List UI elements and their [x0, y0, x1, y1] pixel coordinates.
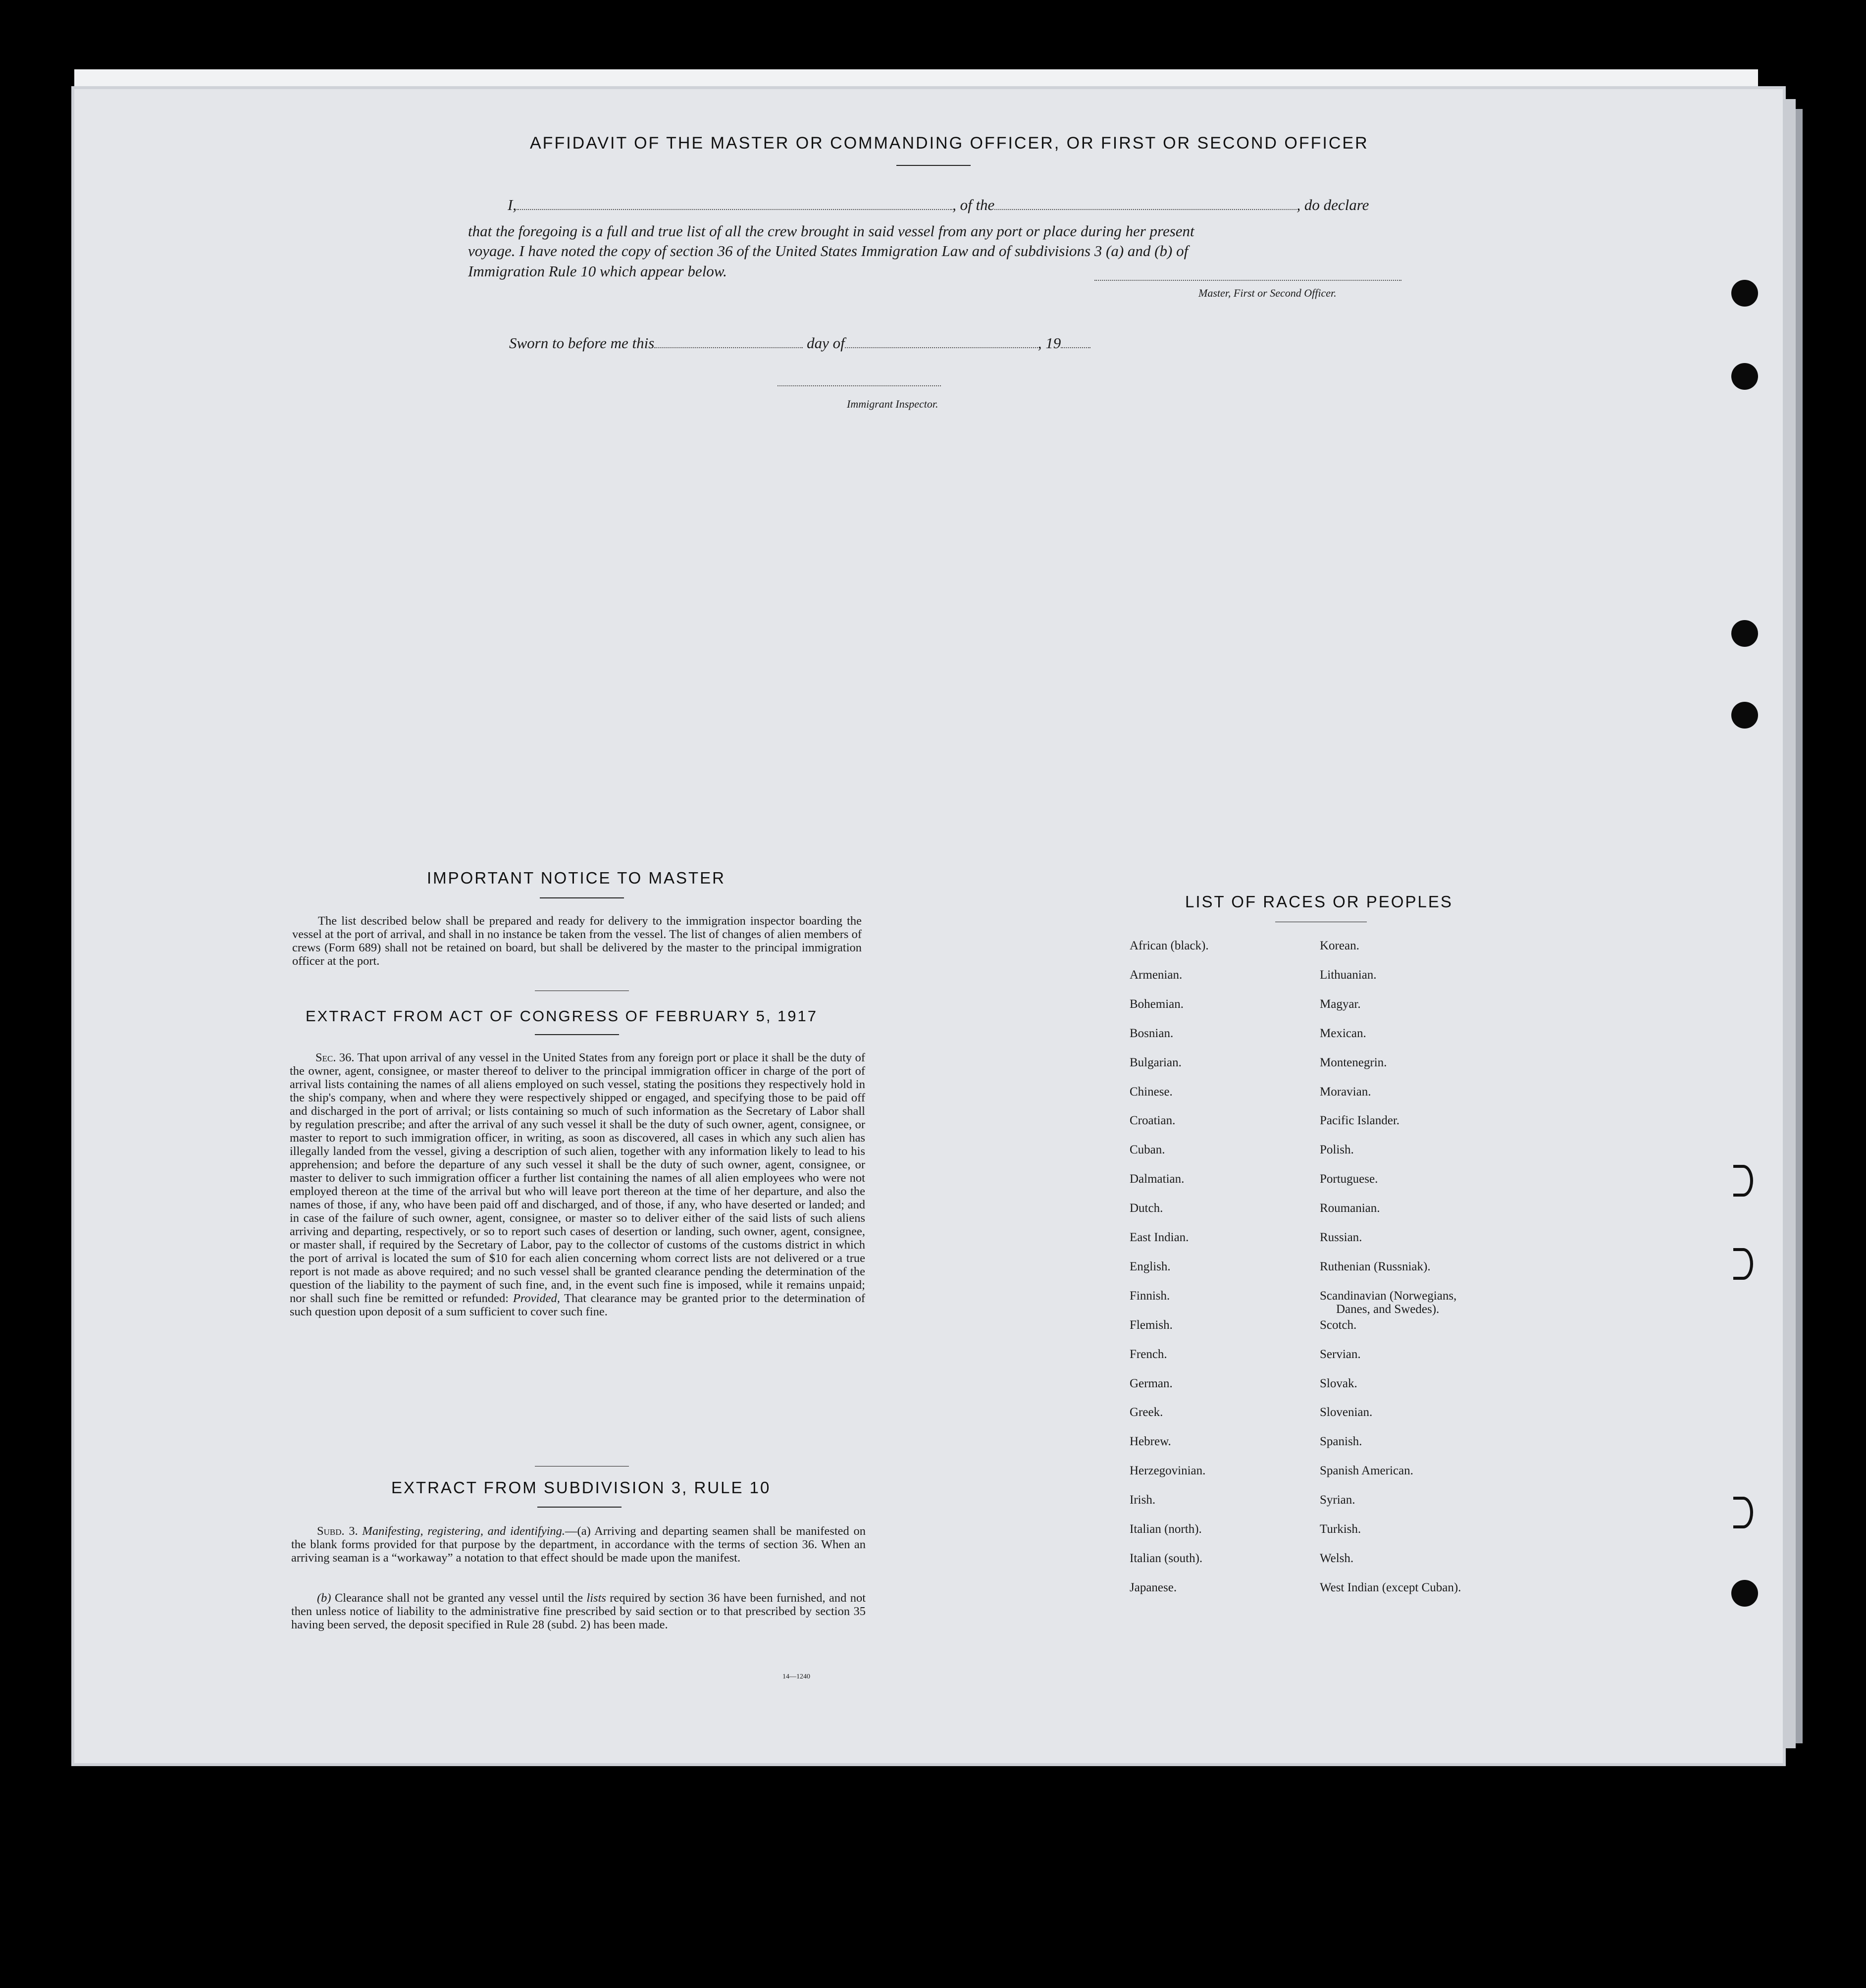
race-item: Russian. [1320, 1231, 1362, 1244]
race-item: Roumanian. [1320, 1202, 1380, 1215]
binder-hole [1731, 363, 1758, 390]
race-item: Turkish. [1320, 1522, 1361, 1536]
binder-hole [1731, 702, 1758, 729]
race-item: Irish. [1130, 1493, 1156, 1507]
binder-hole [1731, 280, 1758, 307]
rule-para-a [291, 1524, 866, 1565]
rule-subd-title: Manifesting, registering, and identifying. [362, 1524, 566, 1538]
race-item: Mexican. [1320, 1026, 1366, 1040]
race-item: Dalmatian. [1130, 1172, 1185, 1186]
rule-subd-label: Subd. 3. [317, 1524, 358, 1538]
affidavit-line2: that the foregoing is a full and true list of all the crew brought in said vessel from any port or place during her present [468, 222, 1194, 240]
affidavit-of-the: , of the [952, 196, 995, 213]
race-item: Syrian. [1320, 1493, 1355, 1507]
sworn-line [509, 334, 1090, 352]
race-item: Portuguese. [1320, 1172, 1378, 1186]
race-item: Chinese. [1130, 1085, 1173, 1099]
rule-para-b-text1: Clearance shall not be granted any vessel until the [334, 1591, 583, 1605]
notice-heading-rule [540, 897, 624, 898]
rule-heading-rule [537, 1507, 622, 1508]
affidavit-i: I, [508, 196, 517, 213]
binder-ring [1733, 1497, 1753, 1528]
rule-para-a-text: —(a) Arriving and departing seamen shall be manifested on the blank forms provided for that purpose by the department, in accordance with the terms of section 36. When an arriving seaman is a “workaway” a notation to that effect should be made upon the manifest. [291, 1524, 866, 1565]
race-item: Japanese. [1130, 1580, 1177, 1594]
race-item: Hebrew. [1130, 1435, 1171, 1449]
race-item: Korean. [1320, 939, 1359, 952]
year-blank [1061, 347, 1090, 348]
race-item: Servian. [1320, 1347, 1361, 1361]
race-item: African (black). [1130, 939, 1209, 952]
act-heading: EXTRACT FROM ACT OF CONGRESS OF FEBRUARY 5, 1917 [306, 1007, 818, 1025]
inspector-signature-line [778, 385, 941, 386]
race-item: French. [1130, 1347, 1167, 1361]
name-blank [517, 209, 952, 210]
affidavit-line3: voyage. I have noted the copy of section 36 of the United States Immigration Law and of subdivisions 3 (a) and (b) of [468, 242, 1189, 260]
race-item: East Indian. [1130, 1231, 1189, 1244]
act-text [290, 1051, 865, 1318]
rule-para-b-lists: lists [586, 1591, 606, 1605]
race-item: Dutch. [1130, 1202, 1163, 1215]
act-section-label: Sec. 36. [315, 1051, 355, 1064]
race-item: Welsh. [1320, 1551, 1354, 1565]
race-item: German. [1130, 1376, 1173, 1390]
affidavit-line1 [508, 196, 1414, 214]
year-text: , 19 [1037, 334, 1061, 352]
race-item: Ruthenian (Russniak). [1320, 1259, 1431, 1273]
race-item: Greek. [1130, 1406, 1163, 1419]
race-item: English. [1130, 1259, 1171, 1273]
affidavit-heading-rule [896, 165, 971, 166]
race-item: Spanish American. [1320, 1464, 1413, 1478]
race-item: Italian (north). [1130, 1522, 1202, 1536]
race-item: Flemish. [1130, 1318, 1173, 1332]
affidavit-line4: Immigration Rule 10 which appear below. [468, 262, 727, 280]
race-item: Moravian. [1320, 1085, 1371, 1099]
races-heading: LIST OF RACES OR PEOPLES [1185, 892, 1453, 911]
binder-ring [1733, 1248, 1753, 1280]
binder-hole [1731, 620, 1758, 647]
race-item: Magyar. [1320, 997, 1361, 1011]
rule-para-b-text2: required by section 36 have been furnished, and not then unless notice of liability to the administrative fine prescribed by said section or to that prescribed by section 35 having been served, the deposit specified in Rule 28 (subd. 2) has been made. [291, 1591, 866, 1631]
act-body: That upon arrival of any vessel in the United States from any foreign port or place it shall be the duty of the owner, agent, consignee, or master thereof to deliver to the principal immigration officer in charge of the port of arrival lists containing the names of all aliens employed on such vessel, stating the positions they respectively hold in the ship's company, when and where they were respectively shipped or engaged, and specifying those to be paid off and discharged in the port of arrival; or lists containing so much of such information as the Secretary of Labor shall by regulation prescribe; and after the arrival of any such vessel it shall be the duty of such owner, agent, consignee, or master to report to such immigration officer, in writing, as soon as discovered, all cases in which any such alien has illegally landed from the vessel, giving a description of such alien, together with any information likely to lead to his apprehension; and before the departure of any such vessel it shall be the duty of such owner, agent, consignee, or master to deliver to such immigration officer a further list containing the names of all alien employees who were not employed thereon at the time of the arrival but who will leave port thereon at the time of her departure, and also the names of those, if any, who have been paid off and discharged, and of those, if any, who have deserted or landed; and in case of the failure of such owner, agent, consignee, or master so to deliver either of the said lists of such aliens arriving and departing, respectively, or so to report such cases of desertion or landing, such owner, agent, consignee, or master shall, if required by the Secretary of Labor, pay to the collector of customs of the customs district in which the port of arrival is located the sum of $10 for each alien concerning whom correct lists are not delivered or a true report is not made as above required; and no such vessel shall be granted clearance pending the determination of the question of the liability to the payment of such fine, and, in the event such fine is imposed, while it remains unpaid; nor shall such fine be remitted or refunded: [290, 1051, 865, 1305]
binder-ring [1733, 1165, 1753, 1197]
rule-para-b-label: (b) [317, 1591, 331, 1605]
binder-hole [1731, 1580, 1758, 1607]
race-item: Scandinavian (Norwegians, [1320, 1289, 1457, 1303]
race-item: Bosnian. [1130, 1026, 1174, 1040]
form-number: 14—1240 [782, 1673, 810, 1680]
month-blank [845, 347, 1038, 348]
race-item: Finnish. [1130, 1289, 1170, 1303]
race-item: Slovenian. [1320, 1406, 1373, 1419]
act-provided: Provided, [513, 1292, 560, 1305]
race-item: Pacific Islander. [1320, 1114, 1400, 1128]
sworn-text: Sworn to before me this [509, 334, 655, 352]
page-top-edge [74, 69, 1758, 89]
notice-text: The list described below shall be prepared and ready for delivery to the immigration inspector boarding the vessel at the port of arrival, and shall in no instance be taken from the vessel. The list of changes of alien members of crews (Form 689) shall not be retained on board, but shall be delivered by the master to the principal immigration officer at the port. [292, 914, 862, 968]
race-item: Herzegovinian. [1130, 1464, 1206, 1478]
race-item: Italian (south). [1130, 1551, 1203, 1565]
day-of-text: day of [807, 334, 845, 352]
affidavit-heading: AFFIDAVIT OF THE MASTER OR COMMANDING OFFICER, OR FIRST OR SECOND OFFICER [530, 134, 1369, 153]
race-item: Bohemian. [1130, 997, 1184, 1011]
race-item: Lithuanian. [1320, 968, 1377, 982]
race-item: Slovak. [1320, 1376, 1357, 1390]
signature-line [1094, 280, 1401, 281]
race-item: Armenian. [1130, 968, 1183, 982]
rule-heading: EXTRACT FROM SUBDIVISION 3, RULE 10 [391, 1478, 771, 1497]
rule-para-b [291, 1591, 866, 1631]
notice-heading: IMPORTANT NOTICE TO MASTER [427, 869, 726, 887]
page-right-edge [1783, 99, 1796, 1748]
act-heading-rule [535, 1034, 619, 1035]
page-stack-edge [1796, 109, 1803, 1743]
race-item: West Indian (except Cuban). [1320, 1580, 1461, 1594]
race-item: Croatian. [1130, 1114, 1176, 1128]
inspector-label: Immigrant Inspector. [847, 398, 938, 410]
vessel-blank [994, 209, 1296, 210]
race-item: Bulgarian. [1130, 1055, 1182, 1069]
sworn-day-blank [654, 347, 803, 348]
race-item: Montenegrin. [1320, 1055, 1387, 1069]
race-item: Cuban. [1130, 1143, 1165, 1157]
signature-label: Master, First or Second Officer. [1198, 287, 1337, 299]
race-item: Scotch. [1320, 1318, 1357, 1332]
race-item: Spanish. [1320, 1435, 1362, 1449]
race-item: Polish. [1320, 1143, 1354, 1157]
act-body-end: That clearance may be granted prior to the determination of such question upon deposit of a sum sufficient to cover such fine. [290, 1292, 865, 1318]
affidavit-declare: , do declare [1296, 196, 1369, 213]
race-item: Danes, and Swedes). [1336, 1302, 1440, 1316]
